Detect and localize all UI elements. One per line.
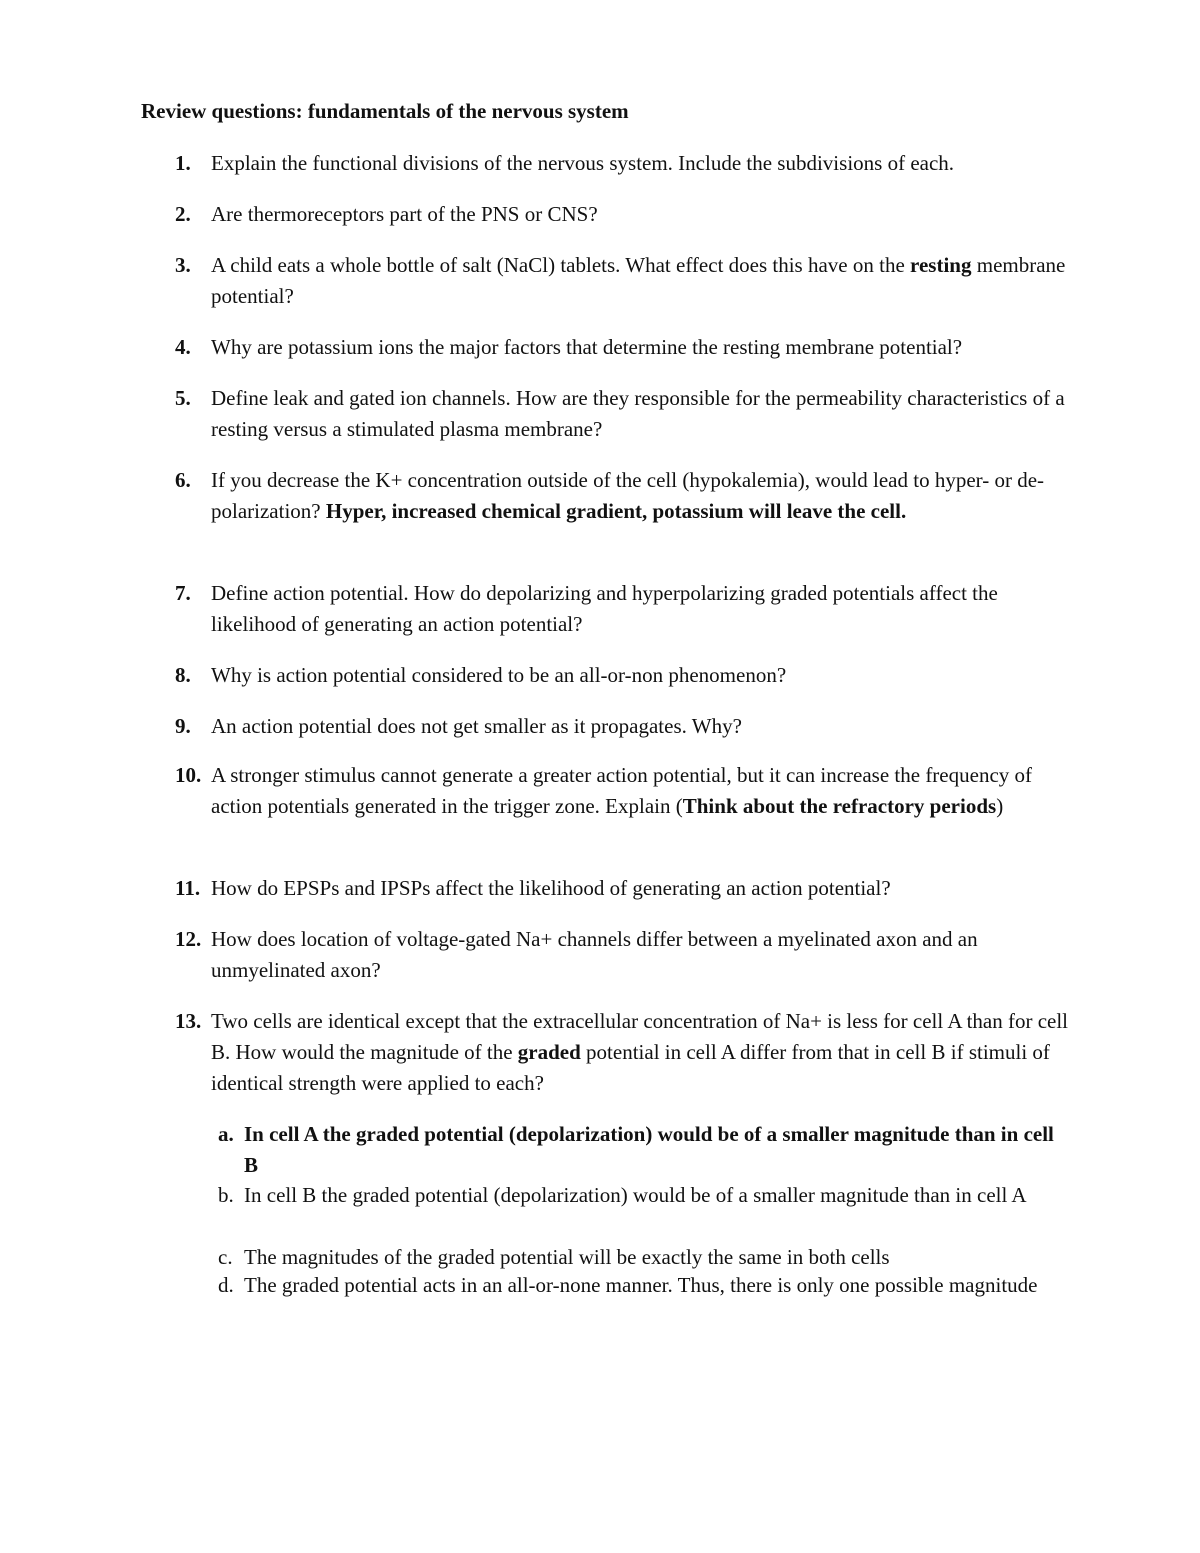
option-letter: d. [218, 1273, 234, 1297]
option-text: In cell B the graded potential (depolarization) would be of a smaller magnitude than in cell A [244, 1183, 1027, 1207]
question-number: 3. [175, 253, 191, 277]
question-number: 7. [175, 581, 191, 605]
question-text [211, 332, 1081, 363]
question-number: 1. [175, 151, 191, 175]
text-run: Why is action potential considered to be an all-or-non phenomenon? [211, 663, 787, 687]
question-number: 13. [175, 1009, 202, 1033]
text-run: An action potential does not get smaller as it propagates. Why? [211, 714, 742, 738]
option-letter: c. [218, 1245, 233, 1269]
question-text [211, 924, 1081, 986]
question-text [211, 465, 1081, 527]
question-text [211, 873, 1081, 904]
text-run: ) [996, 794, 1004, 818]
question-text [211, 1006, 1081, 1099]
question-number: 10. [175, 763, 202, 787]
text-run: Define action potential. How do depolarizing and hyperpolarizing graded potentials affect the likelihood of generating an action potential? [211, 581, 998, 636]
question-text [211, 148, 1081, 179]
option-letter: a. [218, 1122, 234, 1146]
question-number: 5. [175, 386, 191, 410]
option-letter: b. [218, 1183, 234, 1207]
question-number: 11. [175, 876, 201, 900]
text-run: How do EPSPs and IPSPs affect the likelihood of generating an action potential? [211, 876, 891, 900]
question-text [211, 711, 1081, 742]
question-number: 4. [175, 335, 191, 359]
question-text [211, 383, 1081, 445]
text-run: A child eats a whole bottle of salt (NaCl) tablets. What effect does this have on the [211, 253, 911, 277]
option-text: The graded potential acts in an all-or-none manner. Thus, there is only one possible magnitude [244, 1273, 1038, 1297]
text-run: A stronger stimulus cannot generate a greater action potential, but it can increase the frequency of action potentials generated in the trigger zone. Explain ( [211, 763, 1033, 818]
text-run: How does location of voltage-gated Na+ channels differ between a myelinated axon and an unmyelinated axon? [211, 927, 978, 982]
text-run: Explain the functional divisions of the nervous system. Include the subdivisions of each. [211, 151, 955, 175]
bold-text: resting [910, 253, 972, 277]
question-text [211, 660, 1081, 691]
question-number: 2. [175, 202, 191, 226]
text-run: Why are potassium ions the major factors that determine the resting membrane potential? [211, 335, 963, 359]
text-run: Define leak and gated ion channels. How are they responsible for the permeability characteristics of a resting versus a stimulated plasma membrane? [211, 386, 1065, 441]
bold-text: Hyper, increased chemical gradient, potassium will leave the cell. [325, 499, 907, 523]
option-text: The magnitudes of the graded potential will be exactly the same in both cells [244, 1245, 890, 1269]
text-run: Two cells are identical except that the extracellular concentration of Na+ is less for cell A than for cell B. How would the magnitude of the [211, 1009, 1069, 1064]
bold-text: Think about the refractory periods [682, 794, 997, 818]
text-run: If you decrease the K+ concentration outside of the cell (hypokalemia), would lead to hyper- or de- polarization? [211, 468, 1045, 523]
bold-text: graded [517, 1040, 581, 1064]
page-title: Review questions: fundamentals of the nervous system [141, 99, 629, 123]
text-run: Are thermoreceptors part of the PNS or CNS? [211, 202, 598, 226]
text-run: potential in cell A differ from that in cell B if stimuli of identical strength were applied to each? [211, 1040, 1050, 1095]
question-text [211, 760, 1081, 822]
text-run: membrane potential? [211, 253, 1066, 308]
question-number: 6. [175, 468, 191, 492]
question-number: 12. [175, 927, 202, 951]
question-number: 8. [175, 663, 191, 687]
question-text [211, 250, 1081, 312]
question-text [211, 578, 1081, 640]
question-text [211, 199, 1081, 230]
option-text: In cell A the graded potential (depolarization) would be of a smaller magnitude than in cell B [244, 1122, 1054, 1177]
question-number: 9. [175, 714, 191, 738]
